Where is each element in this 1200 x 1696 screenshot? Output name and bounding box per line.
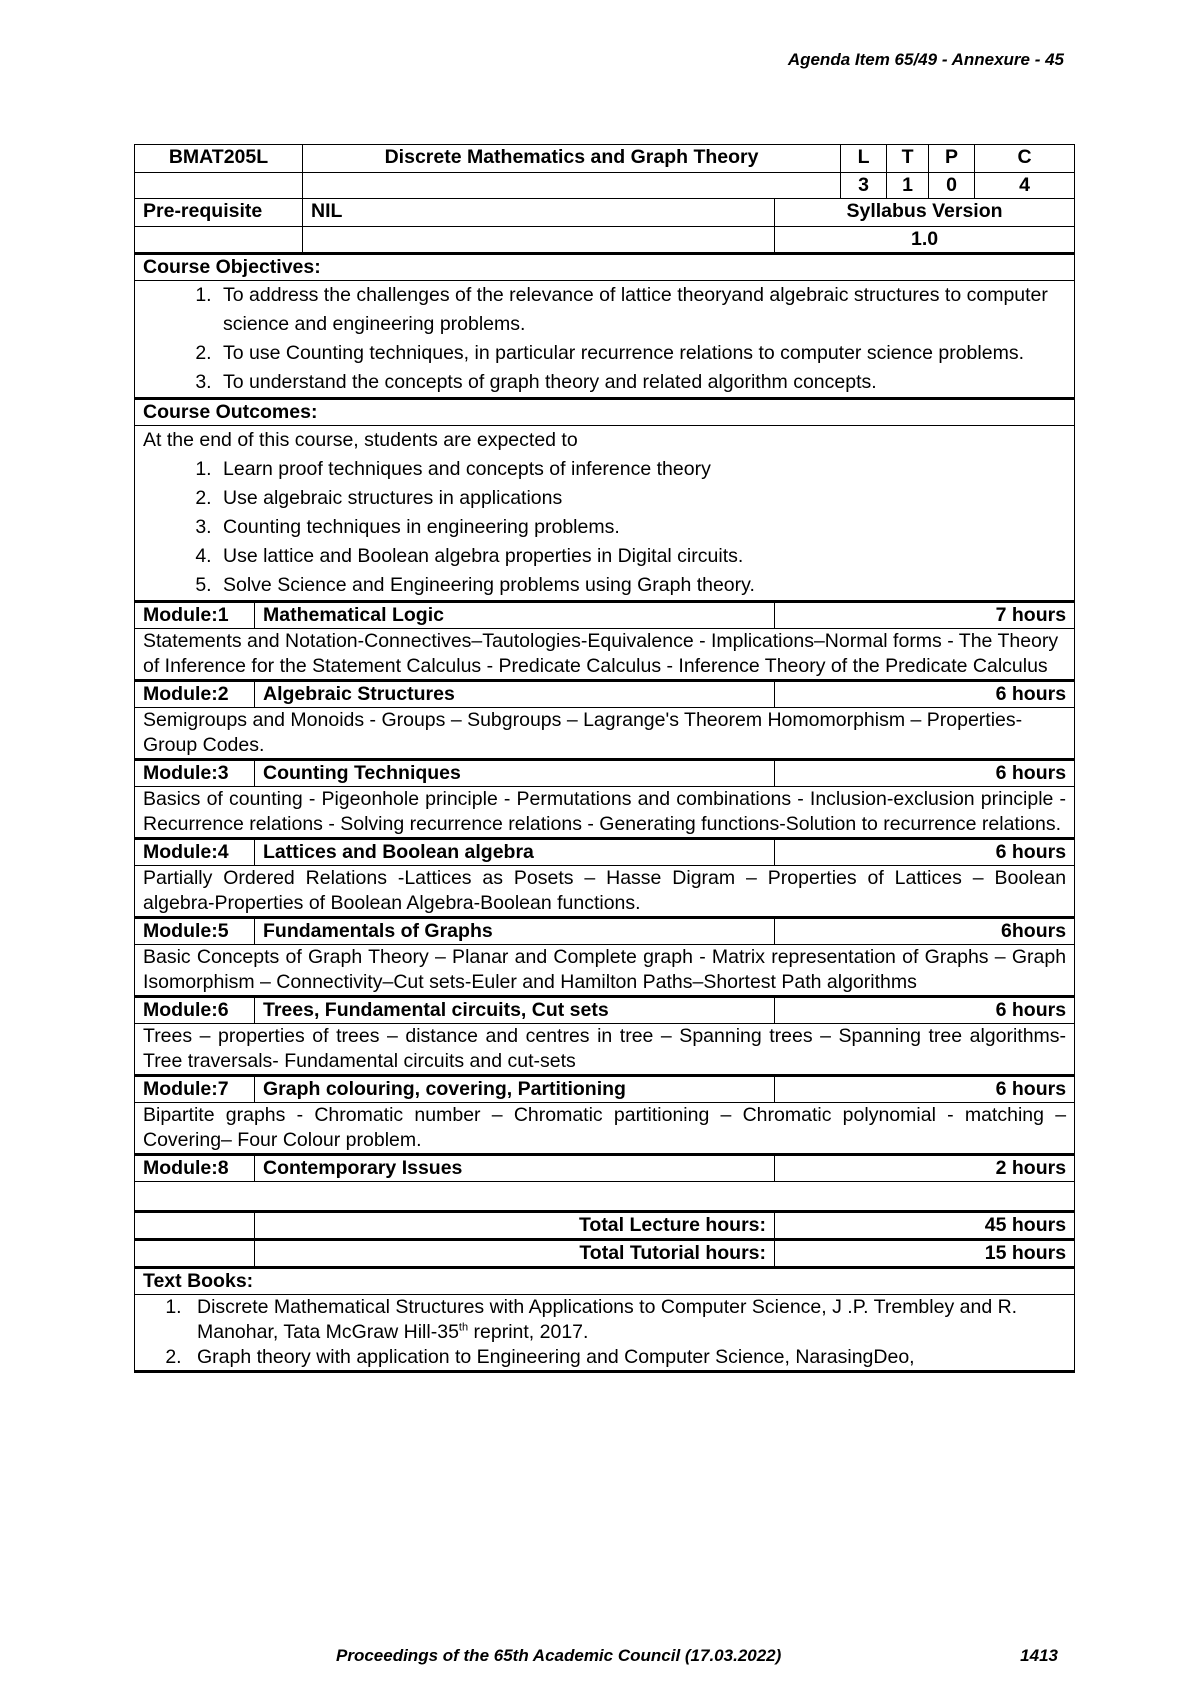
module-hours: 6hours — [775, 918, 1075, 945]
module-label: Module:5 — [135, 918, 255, 945]
ltpc-value-c: 4 — [975, 173, 1075, 199]
empty-cell — [135, 227, 303, 254]
module-hours: 6 hours — [775, 681, 1075, 708]
ltpc-value-p: 0 — [929, 173, 975, 199]
module-hours: 6 hours — [775, 1076, 1075, 1103]
outcomes-list — [143, 455, 1066, 600]
module-hours: 2 hours — [775, 1155, 1075, 1182]
module-label: Module:2 — [135, 681, 255, 708]
objective-item: 3. To understand the concepts of graph theory and related algorithm concepts. — [217, 368, 1066, 397]
total-tutorial-label: Total Tutorial hours: — [255, 1240, 775, 1268]
objectives-list-cell — [135, 281, 1075, 399]
module-content: Basics of counting - Pigeonhole principle - Permutations and combinations - Inclusion-exclusion principle - Recurrence relations - Solving recurrence relations - Generating functions-Solution to recurrence relations. — [135, 787, 1075, 839]
footer-text: Proceedings of the 65th Academic Council (17.03.2022) — [336, 1646, 782, 1665]
outcome-item: 2. Use algebraic structures in applications — [217, 484, 1066, 513]
outcome-item: 1. Learn proof techniques and concepts of inference theory — [217, 455, 1066, 484]
syllabus-version-label: Syllabus Version — [775, 199, 1075, 227]
course-title: Discrete Mathematics and Graph Theory — [303, 145, 841, 173]
text-books-list-cell — [135, 1295, 1075, 1372]
page-header: Agenda Item 65/49 - Annexure - 45 — [787, 50, 1064, 69]
objective-item: 2. To use Counting techniques, in particular recurrence relations to computer science problems. — [217, 339, 1066, 368]
empty-cell — [303, 173, 841, 199]
text-book-text: reprint, 2017. — [468, 1321, 589, 1343]
course-code: BMAT205L — [135, 145, 303, 173]
module-title: Lattices and Boolean algebra — [255, 839, 775, 866]
module-title: Graph colouring, covering, Partitioning — [255, 1076, 775, 1103]
module-content-empty — [135, 1182, 1075, 1212]
ltpc-value-l: 3 — [841, 173, 887, 199]
text-books-list — [143, 1295, 1066, 1370]
page-footer — [336, 1646, 1058, 1666]
outcome-item: 4. Use lattice and Boolean algebra properties in Digital circuits. — [217, 542, 1066, 571]
total-tutorial-value: 15 hours — [775, 1240, 1075, 1268]
total-lecture-value: 45 hours — [775, 1212, 1075, 1240]
outcomes-intro: At the end of this course, students are expected to — [143, 429, 578, 451]
prerequisite-label: Pre-requisite — [135, 199, 303, 227]
ltpc-label-t: T — [887, 145, 929, 173]
outcome-item: 5. Solve Science and Engineering problems using Graph theory. — [217, 571, 1066, 600]
ltpc-label-l: L — [841, 145, 887, 173]
text-books-heading: Text Books: — [135, 1268, 1075, 1295]
empty-cell — [303, 227, 775, 254]
empty-cell — [135, 1240, 255, 1268]
module-hours: 6 hours — [775, 839, 1075, 866]
module-content: Semigroups and Monoids - Groups – Subgroups – Lagrange's Theorem Homomorphism – Properties-Group Codes. — [135, 708, 1075, 760]
outcomes-heading: Course Outcomes: — [135, 399, 1075, 426]
ltpc-value-t: 1 — [887, 173, 929, 199]
ltpc-label-p: P — [929, 145, 975, 173]
module-title: Algebraic Structures — [255, 681, 775, 708]
text-book-text: Discrete Mathematical Structures with Applications to Computer Science, J .P. Trembley and R. Manohar, Tata McGraw Hill-35 — [197, 1296, 1018, 1343]
module-title: Contemporary Issues — [255, 1155, 775, 1182]
module-label: Module:4 — [135, 839, 255, 866]
module-content: Basic Concepts of Graph Theory – Planar and Complete graph - Matrix representation of Graphs – Graph Isomorphism – Connectivity–Cut sets-Euler and Hamilton Paths–Shortest Path algorithms — [135, 945, 1075, 997]
total-lecture-label: Total Lecture hours: — [255, 1212, 775, 1240]
text-book-item — [187, 1345, 1066, 1370]
page-number: 1413 — [1020, 1646, 1058, 1665]
module-content: Trees – properties of trees – distance and centres in tree – Spanning trees – Spanning tree algorithms- Tree traversals- Fundamental circuits and cut-sets — [135, 1024, 1075, 1076]
module-title: Trees, Fundamental circuits, Cut sets — [255, 997, 775, 1024]
module-hours: 6 hours — [775, 760, 1075, 787]
objectives-list — [143, 281, 1066, 397]
objectives-heading: Course Objectives: — [135, 254, 1075, 281]
syllabus-table — [134, 144, 1075, 1373]
syllabus-version-value: 1.0 — [775, 227, 1075, 254]
module-title: Fundamentals of Graphs — [255, 918, 775, 945]
text-book-text: Graph theory with application to Engineering and Computer Science, NarasingDeo, — [197, 1346, 915, 1368]
module-label: Module:6 — [135, 997, 255, 1024]
text-book-item — [187, 1295, 1066, 1345]
outcome-item: 3. Counting techniques in engineering problems. — [217, 513, 1066, 542]
module-content: Partially Ordered Relations -Lattices as Posets – Hasse Digram – Properties of Lattices – Boolean algebra-Properties of Boolean Algebra-Boolean functions. — [135, 866, 1075, 918]
empty-cell — [135, 1212, 255, 1240]
prerequisite-value: NIL — [303, 199, 775, 227]
ltpc-label-c: C — [975, 145, 1075, 173]
superscript: th — [458, 1321, 469, 1334]
module-label: Module:7 — [135, 1076, 255, 1103]
module-hours: 6 hours — [775, 997, 1075, 1024]
module-label: Module:1 — [135, 602, 255, 629]
outcomes-list-cell — [135, 426, 1075, 602]
module-hours: 7 hours — [775, 602, 1075, 629]
module-title: Counting Techniques — [255, 760, 775, 787]
module-label: Module:3 — [135, 760, 255, 787]
empty-cell — [135, 173, 303, 199]
module-label: Module:8 — [135, 1155, 255, 1182]
module-title: Mathematical Logic — [255, 602, 775, 629]
module-content: Statements and Notation-Connectives–Tautologies-Equivalence - Implications–Normal forms - The Theory of Inference for the Statement Calculus - Predicate Calculus - Inference Theory of the Predicate Calculus — [135, 629, 1075, 681]
objective-item: 1. To address the challenges of the relevance of lattice theoryand algebraic structures to computer science and engineering problems. — [217, 281, 1066, 339]
module-content: Bipartite graphs - Chromatic number – Chromatic partitioning – Chromatic polynomial - matching – Covering– Four Colour problem. — [135, 1103, 1075, 1155]
